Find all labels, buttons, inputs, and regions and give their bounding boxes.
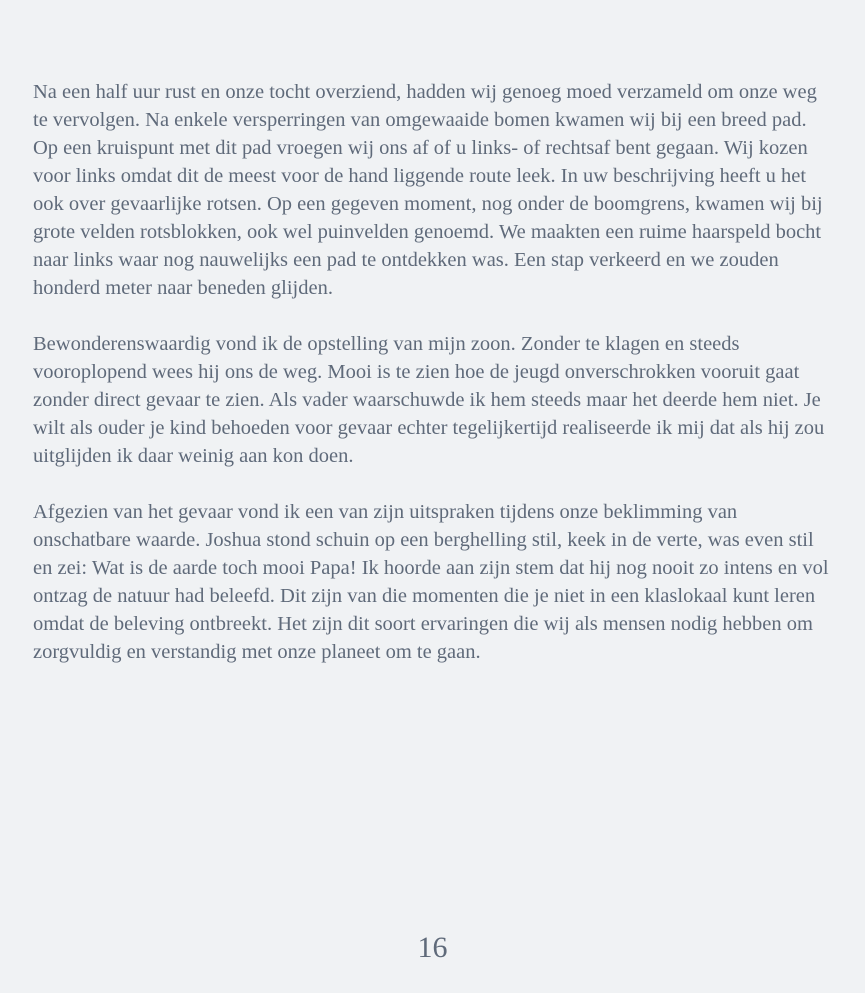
page-number: 16 [417, 931, 448, 964]
paragraph-1: Na een half uur rust en onze tocht overziend, hadden wij genoeg moed verzameld om onze weg te vervolgen. Na enkele versperringen van omgewaaide bomen kwamen wij bij een breed pad. Op een kruispunt met dit pad vroegen wij ons af of u links- of rechtsaf bent gegaan. Wij kozen voor links omdat dit de meest voor de hand liggende route leek. In uw beschrijving heeft u het ook over gevaarlijke rotsen. Op een gegeven moment, nog onder de boomgrens, kwamen wij bij grote velden rotsblokken, ook wel puinvelden genoemd. We maakten een ruime haarspeld bocht naar links waar nog nauwelijks een pad te ontdekken was. Een stap verkeerd en we zouden honderd meter naar beneden glijden. [33, 81, 823, 299]
paragraph-2: Bewonderenswaardig vond ik de opstelling van mijn zoon. Zonder te klagen en steeds vooroplopend wees hij ons de weg. Mooi is te zien hoe de jeugd onverschrokken vooruit gaat zonder direct gevaar te zien. Als vader waarschuwde ik hem steeds maar het deerde hem niet. Je wilt als ouder je kind behoeden voor gevaar echter tegelijkertijd realiseerde ik mij dat als hij zou uitglijden ik daar weinig aan kon doen. [33, 333, 825, 467]
paragraph-3: Afgezien van het gevaar vond ik een van zijn uitspraken tijdens onze beklimming van onschatbare waarde. Joshua stond schuin op een berghelling stil, keek in de verte, was even stil en zei: Wat is de aarde toch mooi Papa! Ik hoorde aan zijn stem dat hij nog nooit zo intens en vol ontzag de natuur had beleefd. Dit zijn van die momenten die je niet in een klaslokaal kunt leren omdat de beleving ontbreekt. Het zijn dit soort ervaringen die wij als mensen nodig hebben om zorgvuldig en verstandig met onze planeet om te gaan. [33, 501, 829, 663]
body-text [33, 78, 833, 694]
